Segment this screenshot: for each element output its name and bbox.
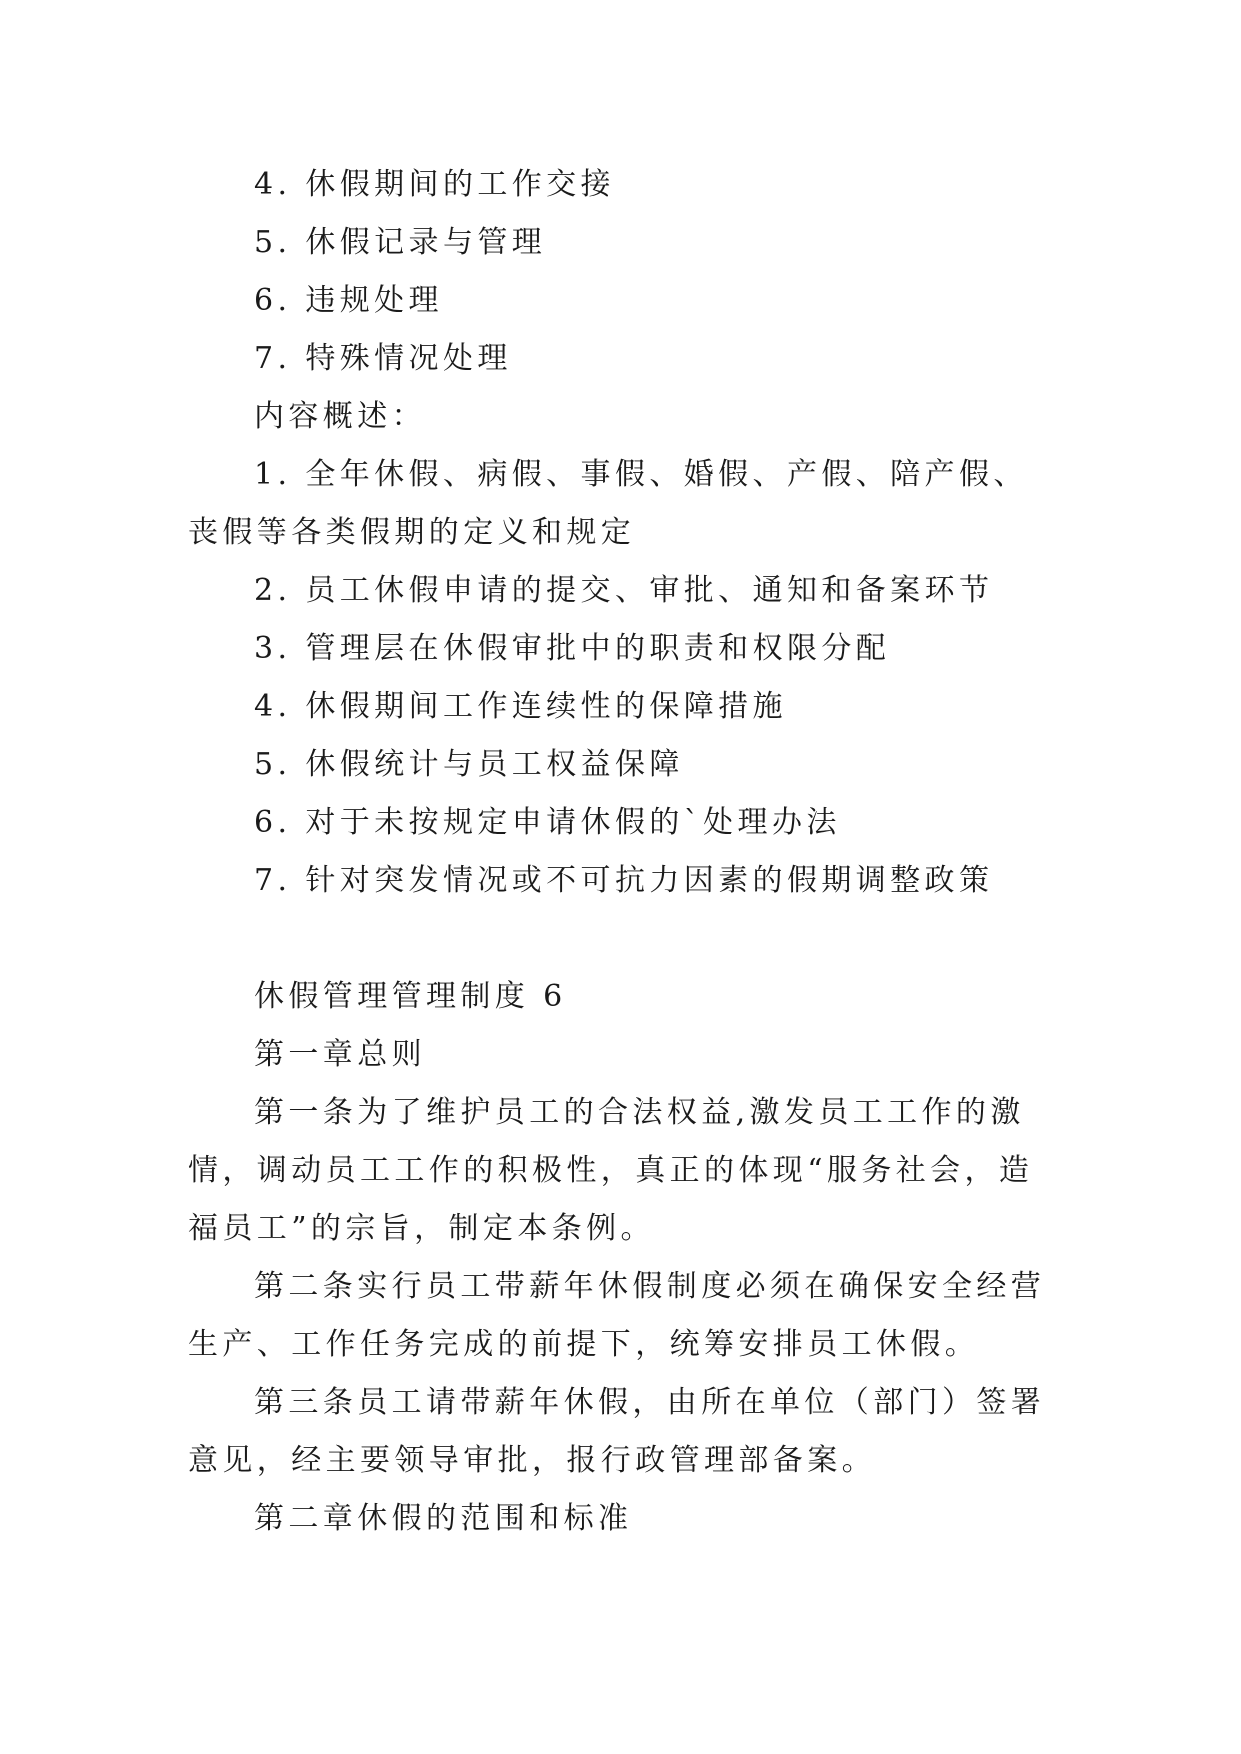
article-paragraph: 第一条为了维护员工的合法权益,激发员工工作的激情，调动员工工作的积极性，真正的体现“服务社会，造福员工”的宗旨，制定本条例。 [188, 1095, 1034, 1246]
summary-heading: 内容概述： [254, 399, 426, 434]
blank-line [188, 910, 1048, 968]
section-title: 休假管理管理制度 6 [254, 979, 567, 1014]
list-item: 1. 全年休假、病假、事假、婚假、产假、陪产假、丧假等各类假期的定义和规定 [188, 457, 1028, 550]
list-item: 5. 休假统计与员工权益保障 [254, 747, 684, 782]
list-item: 7. 针对突发情况或不可抗力因素的假期调整政策 [254, 863, 994, 898]
list-item: 5. 休假记录与管理 [254, 225, 547, 260]
article-paragraph: 第三条员工请带薪年休假，由所在单位（部门）签署意见，经主要领导审批，报行政管理部备案。 [188, 1385, 1046, 1478]
list-item: 6. 违规处理 [254, 283, 443, 318]
list-item: 4. 休假期间的工作交接 [254, 167, 615, 202]
chapter-heading: 第一章总则 [254, 1037, 426, 1072]
list-item: 2. 员工休假申请的提交、审批、通知和备案环节 [254, 573, 994, 608]
article-paragraph: 第二条实行员工带薪年休假制度必须在确保安全经营生产、工作任务完成的前提下，统筹安排员工休假。 [188, 1269, 1046, 1362]
list-item: 7. 特殊情况处理 [254, 341, 512, 376]
chapter-heading: 第二章休假的范围和标准 [254, 1501, 633, 1536]
list-item: 6. 对于未按规定申请休假的`处理办法 [254, 805, 841, 840]
list-item: 3. 管理层在休假审批中的职责和权限分配 [254, 631, 891, 666]
list-item: 4. 休假期间工作连续性的保障措施 [254, 689, 787, 724]
document-body [188, 156, 1048, 1548]
